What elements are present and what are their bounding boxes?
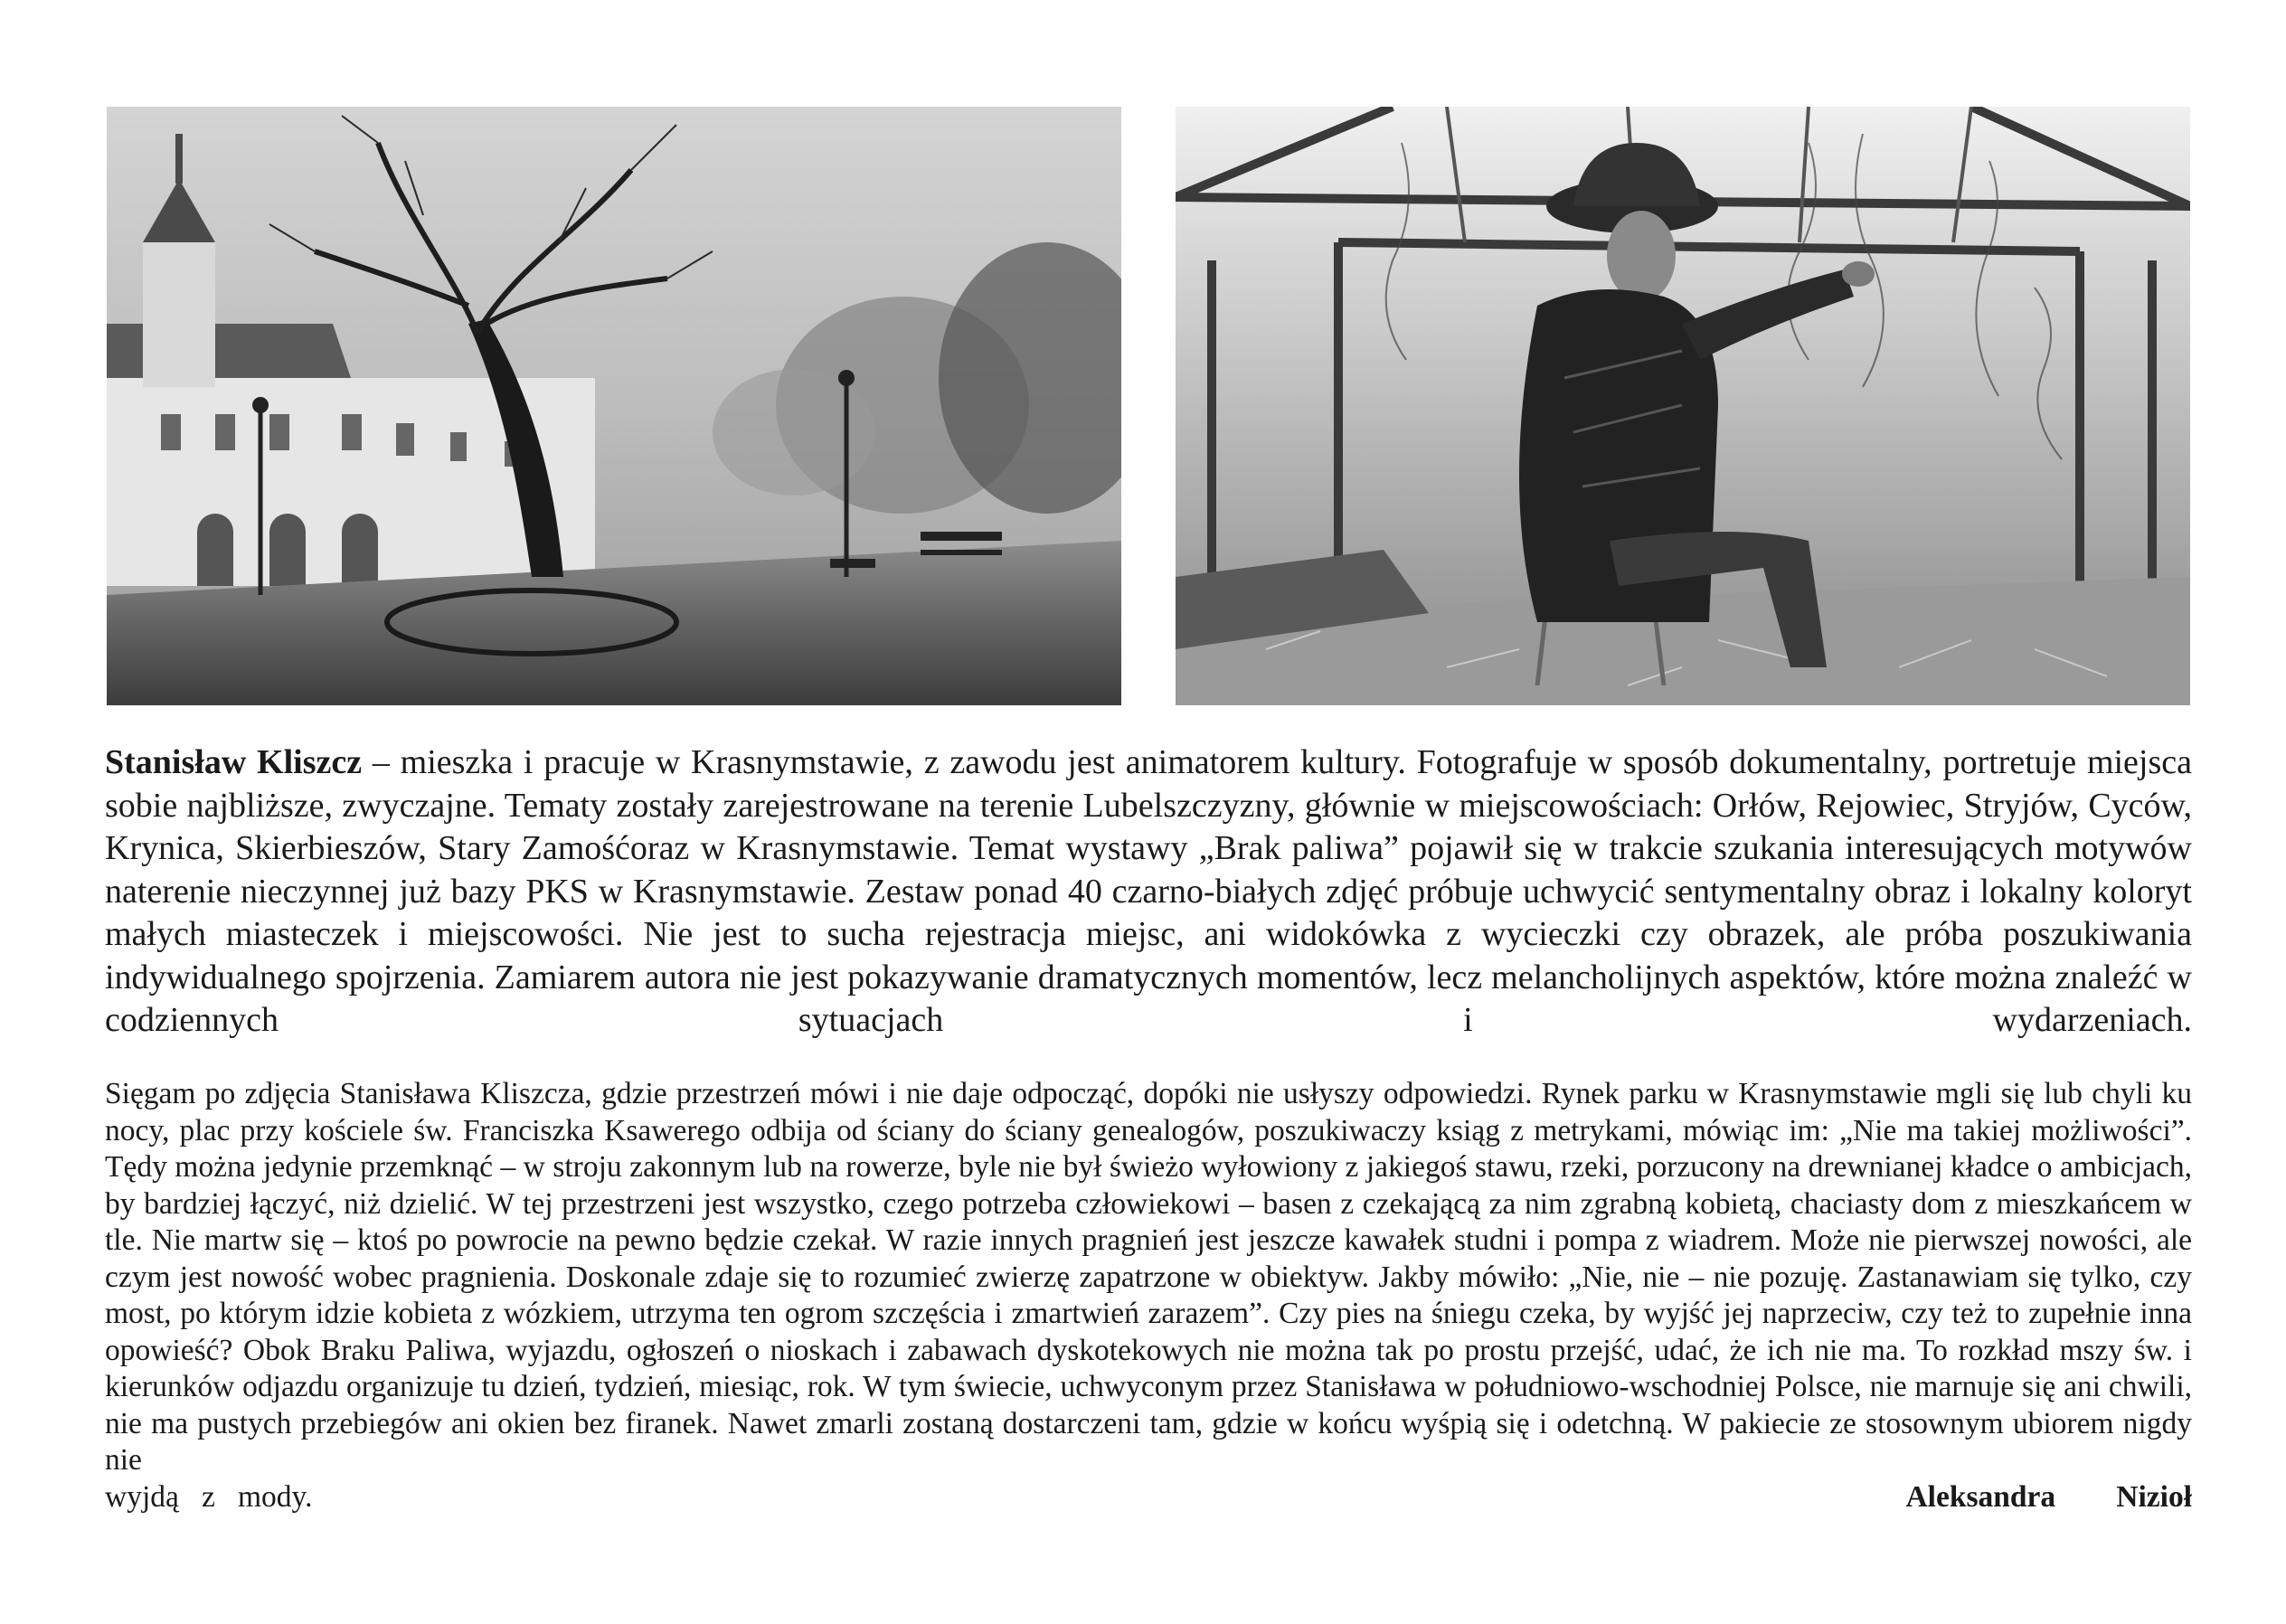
photo-man-in-greenhouse bbox=[1176, 107, 2190, 705]
essay bbox=[105, 1076, 2192, 1515]
essay-last-words: wyjdą z mody. bbox=[105, 1479, 313, 1514]
photographer-name: Stanisław Kliszcz bbox=[105, 743, 363, 781]
essay-author: Aleksandra Nizioł bbox=[1905, 1479, 2192, 1514]
essay-closing-line bbox=[105, 1479, 2192, 1516]
author-bio bbox=[105, 741, 2192, 1043]
photo-foggy-town-square bbox=[107, 107, 1121, 705]
bio-text: – mieszka i pracuje w Krasnymstawie, z zawodu jest animatorem kultury. Fotografuje w sposób dokumentalny, portretuje miejsca sobie najbliższe, zwyczajne. Tematy zostały zarejestrowane na terenie Lubelszczyzny, głównie w miejscowościach: Orłów, Rejowiec, Stryjów, Cyców, Krynica, Skierbieszów, Stary Zamośćoraz w Krasnymstawie. Temat wystawy „Brak paliwa” pojawił się w trakcie szukania interesujących motywów naterenie nieczynnej już bazy PKS w Krasnymstawie. Zestaw ponad 40 czarno-białych zdjęć próbuje uchwycić sentymentalny obraz i lokalny koloryt małych miasteczek i miejscowości. Nie jest to sucha rejestracja miejsc, ani widokówka z wycieczki czy obrazek, ale próba poszukiwania indywidualnego spojrzenia. Zamiarem autora nie jest pokazywanie dramatycznych momentów, lecz melancholijnych aspektów, które można znaleźć w codziennych sytuacjach i wydarzeniach. bbox=[105, 743, 2192, 1039]
essay-text: Sięgam po zdjęcia Stanisława Kliszcza, gdzie przestrzeń mówi i nie daje odpocząć, dopóki nie usłyszy odpowiedzi. Rynek parku w Krasnymstawie mgli się lub chyli ku nocy, plac przy kościele św. Franciszka Ksawerego odbija od ściany do ściany genealogów, poszukiwaczy ksiąg z metrykami, mówiąc im: „Nie ma takiej możliwości”. Tędy można jedynie przemknąć – w stroju zakonnym lub na rowerze, byle nie był świeżo wyłowiony z jakiegoś stawu, rzeki, porzucony na drewnianej kładce o ambicjach, by bardziej łączyć, niż dzielić. W tej przestrzeni jest wszystko, czego potrzeba człowiekowi – basen z czekającą za nim zgrabną kobietą, chaciasty dom z mieszkańcem w tle. Nie martw się – ktoś po powrocie na pewno będzie czekał. W razie innych pragnień jest jeszcze kawałek studni i pompa z wiadrem. Może nie pierwszej nowości, ale czym jest nowość wobec pragnienia. Doskonale zdaje się to rozumieć zwierzę zapatrzone w obiektyw. Jakby mówiło: „Nie, nie – nie pozuję. Zastanawiam się tylko, czy most, po którym idzie kobieta z wózkiem, utrzyma ten ogrom szczęścia i zmartwień zarazem”. Czy pies na śniegu czeka, by wyjść jej naprzeciw, czy też to zupełnie inna opowieść? Obok Braku Paliwa, wyjazdu, ogłoszeń o nioskach i zabawach dyskotekowych nie można tak po prostu przejść, udać, że ich nie ma. To rozkład mszy św. i kierunków odjazdu organizuje tu dzień, tydzień, miesiąc, rok. W tym świecie, uchwyconym przez Stanisława w południowo-wschodniej Polsce, nie marnuje się ani chwili, nie ma pustych przebiegów ani okien bez firanek. Nawet zmarli zostaną dostarczeni tam, gdzie w końcu wyśpią się i odetchną. W pakiecie ze stosownym ubiorem nigdy nie bbox=[105, 1077, 2192, 1477]
